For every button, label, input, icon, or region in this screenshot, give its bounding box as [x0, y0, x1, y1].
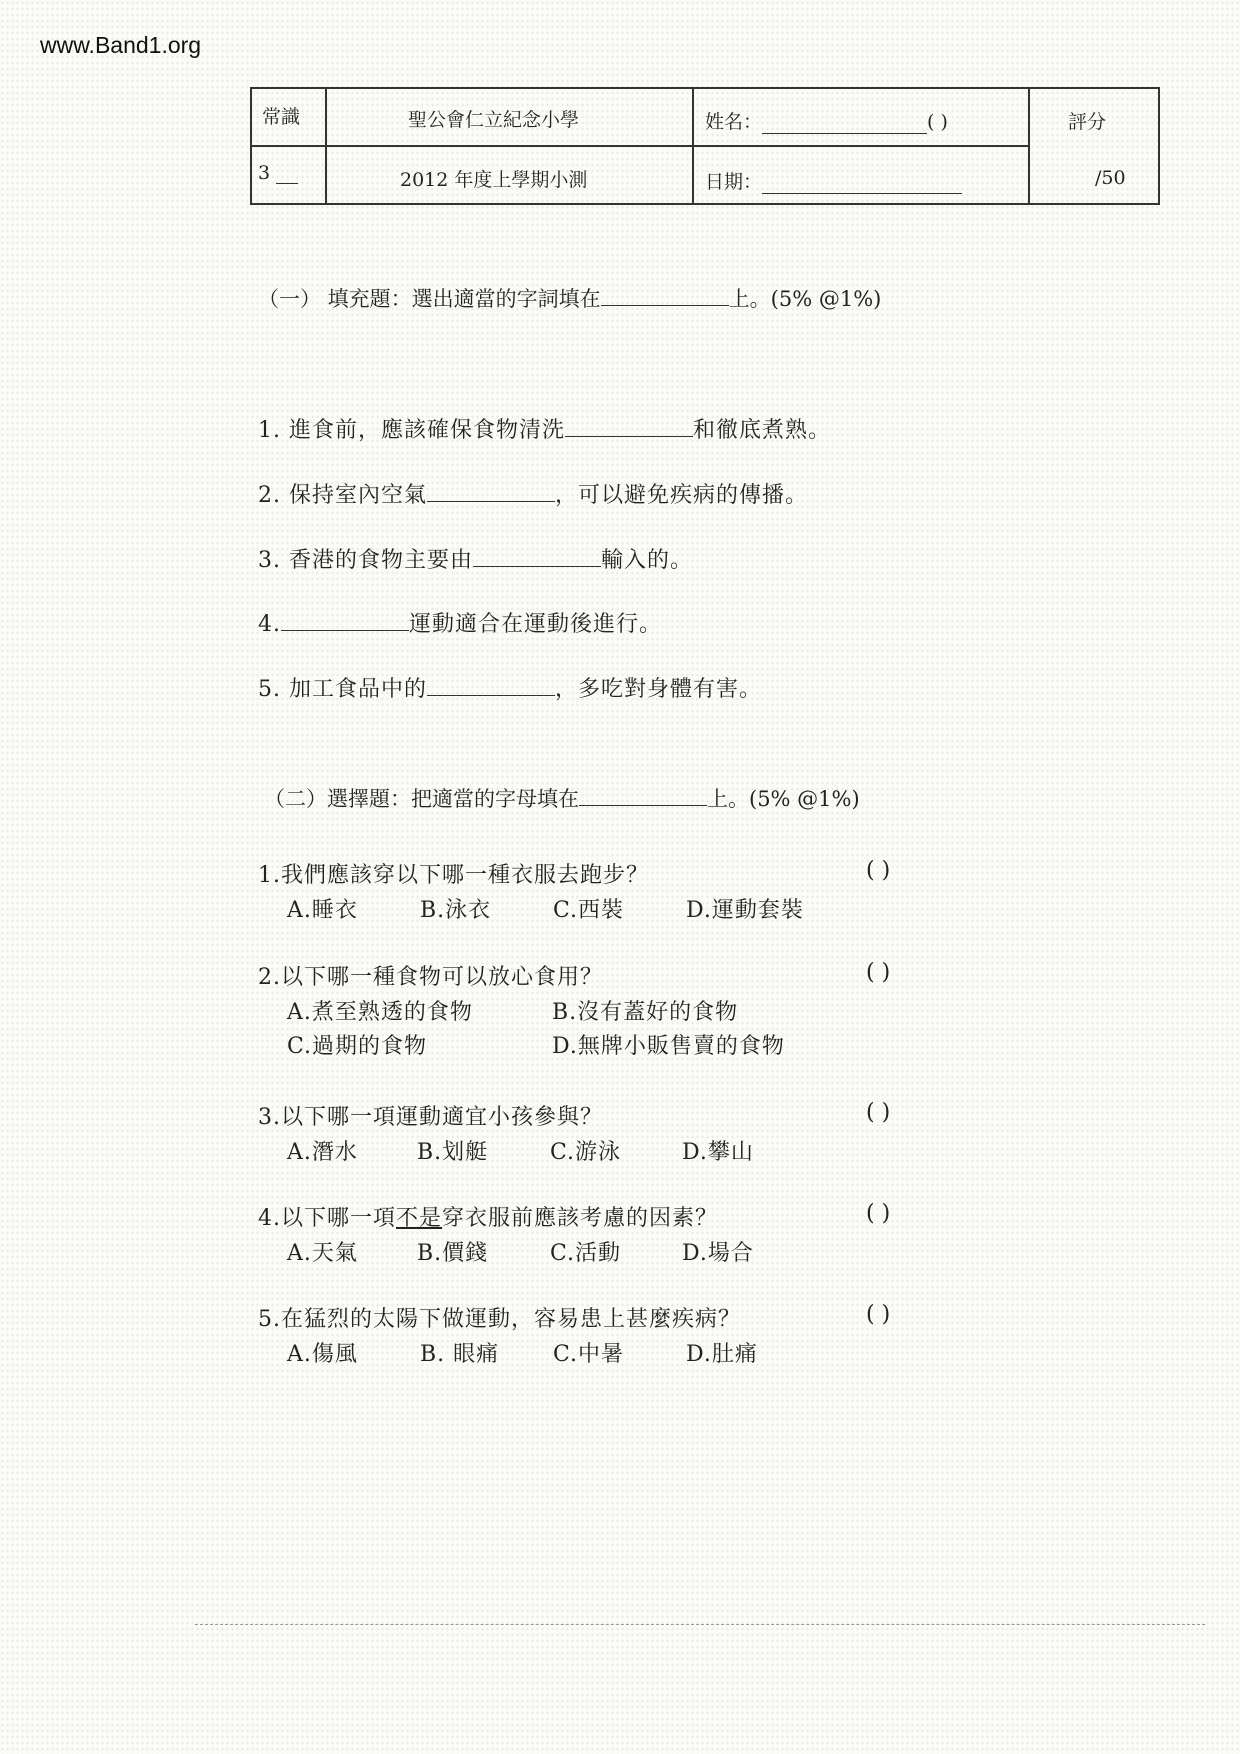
- answer-paren-2[interactable]: ( ): [866, 960, 891, 985]
- exam-title: 2012 年度上學期小測: [400, 169, 588, 191]
- question-text: 進食前，應該確保食物清洗: [289, 418, 566, 443]
- question-text: 輸入的。: [601, 548, 694, 573]
- section2-heading-marks: 上。(5% @1%): [707, 787, 860, 811]
- fill-question-5: [258, 672, 762, 703]
- question-text: 加工食品中的: [289, 677, 428, 702]
- question-text: 4.以下哪一項: [258, 1206, 396, 1231]
- option-d: D.無牌小販售賣的食物: [552, 1034, 785, 1059]
- section2-heading-text: （二）選擇題：把適當的字母填在: [264, 787, 579, 811]
- subject-label: 常識: [262, 106, 301, 128]
- header-divider-1: [325, 87, 327, 205]
- emphasis-not: 不是: [396, 1206, 443, 1231]
- grade-blank: [276, 167, 298, 184]
- option-c: C.西裝: [553, 898, 625, 923]
- answer-paren-3[interactable]: ( ): [866, 1100, 891, 1125]
- question-text: 香港的食物主要由: [289, 548, 474, 573]
- question-number: 2.: [258, 483, 281, 508]
- option-a: A.潛水: [287, 1140, 358, 1165]
- class-number-paren: ( ): [927, 111, 948, 133]
- answer-paren-5[interactable]: ( ): [866, 1302, 891, 1327]
- header-divider-2: [692, 87, 694, 205]
- option-a: A.睡衣: [287, 898, 358, 923]
- section1-heading: [258, 283, 881, 313]
- question-text: 穿衣服前應該考慮的因素？: [442, 1206, 719, 1231]
- section1-heading-text: （一） 填充題：選出適當的字詞填在: [258, 287, 601, 311]
- question-text: 運動適合在運動後進行。: [409, 612, 663, 637]
- option-c: C.游泳: [550, 1140, 622, 1165]
- option-d: D.攀山: [682, 1140, 754, 1165]
- heading-blank: [601, 285, 729, 306]
- grade-field: [258, 162, 298, 184]
- mc-question-4: [258, 1201, 718, 1232]
- question-number: 5.: [258, 677, 281, 702]
- question-text: ，多吃對身體有害。: [555, 677, 763, 702]
- grade-number: 3: [258, 162, 271, 184]
- question-text: ，可以避免疾病的傳播。: [555, 483, 809, 508]
- answer-blank-2[interactable]: [427, 481, 555, 502]
- name-blank[interactable]: [762, 115, 927, 134]
- option-d: D.運動套裝: [686, 898, 804, 923]
- score-label: 評分: [1068, 111, 1107, 133]
- mc-question-3: 3.以下哪一項運動適宜小孩參與？: [258, 1105, 603, 1130]
- fill-question-1: [258, 413, 831, 444]
- header-right-border: [1158, 87, 1160, 205]
- option-b: B.泳衣: [420, 898, 492, 923]
- header-bottom-border: [250, 203, 1160, 205]
- option-b: B. 眼痛: [420, 1342, 500, 1367]
- header-top-border: [250, 87, 1160, 89]
- option-c: C.活動: [550, 1241, 622, 1266]
- option-a: A.傷風: [287, 1342, 358, 1367]
- fill-question-3: [258, 543, 693, 574]
- fill-question-2: [258, 478, 808, 509]
- mc-question-1: 1.我們應該穿以下哪一種衣服去跑步？: [258, 863, 649, 888]
- date-blank[interactable]: [762, 175, 962, 194]
- option-b: B.沒有蓋好的食物: [552, 1000, 739, 1025]
- question-number: 3.: [258, 548, 281, 573]
- option-d: D.肚痛: [686, 1342, 758, 1367]
- question-number: 1.: [258, 418, 281, 443]
- date-label: 日期：: [705, 171, 763, 193]
- option-b: B.價錢: [417, 1241, 489, 1266]
- question-text: 和徹底煮熟。: [693, 418, 832, 443]
- header-left-border: [250, 87, 252, 205]
- heading-blank: [579, 785, 707, 806]
- answer-paren-1[interactable]: ( ): [866, 858, 891, 883]
- option-a: A.煮至熟透的食物: [287, 1000, 473, 1025]
- option-b: B.划艇: [417, 1140, 489, 1165]
- question-number: 4.: [258, 612, 281, 637]
- header-divider-3: [1028, 87, 1030, 205]
- answer-blank-4[interactable]: [281, 610, 409, 631]
- option-d: D.場合: [682, 1241, 754, 1266]
- school-name: 聖公會仁立紀念小學: [408, 109, 580, 131]
- page-bottom-edge: [195, 1624, 1205, 1625]
- question-text: 保持室內空氣: [289, 483, 428, 508]
- name-label: 姓名：: [705, 111, 763, 133]
- section2-heading: [264, 783, 860, 813]
- option-c: C.中暑: [553, 1342, 625, 1367]
- fill-question-4: [258, 607, 662, 638]
- name-field[interactable]: [705, 107, 948, 134]
- option-c: C.過期的食物: [287, 1034, 428, 1059]
- answer-paren-4[interactable]: ( ): [866, 1201, 891, 1226]
- score-total: /50: [1095, 167, 1126, 189]
- option-a: A.天氣: [287, 1241, 358, 1266]
- answer-blank-3[interactable]: [473, 546, 601, 567]
- mc-question-5: 5.在猛烈的太陽下做運動，容易患上甚麼疾病？: [258, 1307, 741, 1332]
- answer-blank-1[interactable]: [565, 416, 693, 437]
- answer-blank-5[interactable]: [427, 675, 555, 696]
- header-mid-border: [250, 145, 1030, 147]
- exam-header-table: [250, 87, 1160, 205]
- date-field[interactable]: [705, 167, 962, 194]
- section1-heading-marks: 上。(5% @1%): [728, 287, 882, 311]
- watermark-url: www.Band1.org: [40, 32, 202, 58]
- mc-question-2: 2.以下哪一種食物可以放心食用？: [258, 965, 603, 990]
